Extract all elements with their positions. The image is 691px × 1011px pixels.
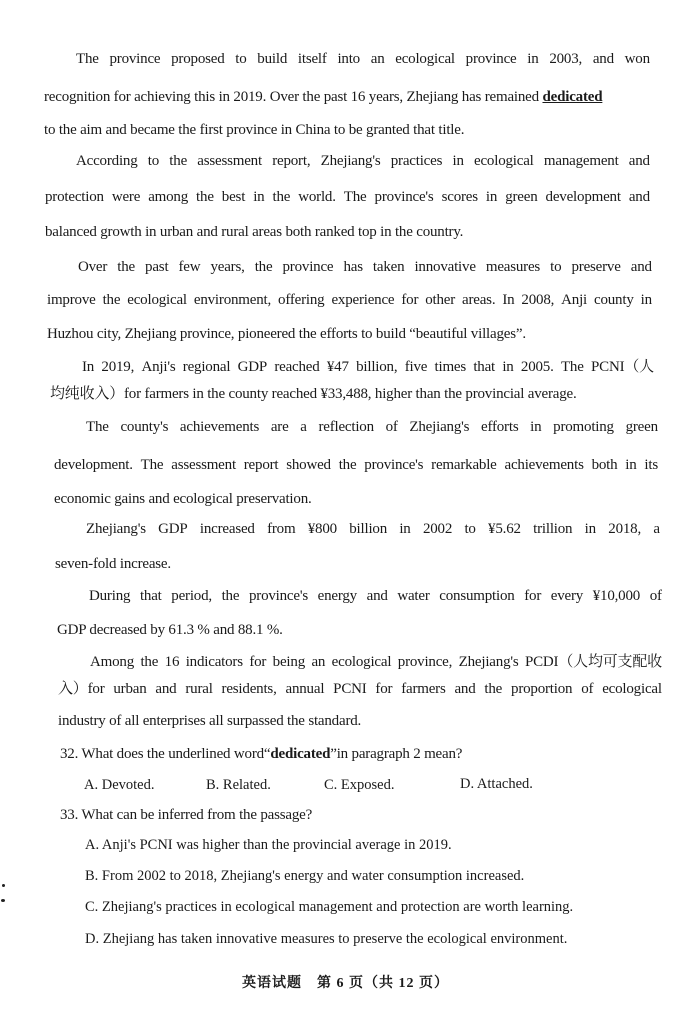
word: trillion [533, 521, 573, 537]
word: innovative [414, 259, 476, 275]
word: every [550, 588, 584, 604]
word: ¥5.62 [488, 521, 521, 537]
word: ¥10,000 [592, 588, 641, 604]
word: According [76, 153, 138, 169]
passage-p3-line1 [78, 258, 652, 276]
word: the [196, 189, 214, 205]
word: 2003, [549, 51, 583, 67]
word: Zhejiang's [458, 654, 519, 670]
word: and [366, 588, 388, 604]
word: Zhejiang's [86, 521, 146, 537]
word: proportion [511, 681, 573, 697]
scan-speck [1, 899, 5, 902]
passage-p3-line3: Huzhou city, Zhejiang province, pioneered the efforts to build “beautiful villages”. [47, 326, 526, 342]
word: in [530, 419, 542, 435]
word: PCNI [333, 681, 367, 697]
word: green [625, 419, 658, 435]
word: 2019, [101, 359, 135, 375]
word: itself [297, 51, 327, 67]
word: scores [441, 189, 478, 205]
word: preserve [571, 259, 621, 275]
question-33-option-b[interactable]: B. From 2002 to 2018, Zhejiang's energy and water consumption increased. [85, 868, 525, 884]
word: assessment [171, 457, 236, 473]
word: province's [364, 457, 424, 473]
word: province's [248, 588, 308, 604]
word: 2005. [520, 359, 554, 375]
word: reached [274, 359, 320, 375]
word: development [545, 189, 621, 205]
word: five [404, 359, 428, 375]
word: assessment [197, 153, 262, 169]
word: During [89, 588, 131, 604]
word: 入）for [58, 681, 105, 697]
word: are [270, 419, 289, 435]
word: in [625, 457, 637, 473]
word: billion, [356, 359, 398, 375]
word: 2002 [422, 521, 453, 537]
word: that [139, 588, 162, 604]
word: reflection [318, 419, 374, 435]
word: development. [54, 457, 133, 473]
word: ¥800 [307, 521, 337, 537]
word: residents, [221, 681, 277, 697]
word: province's [374, 189, 434, 205]
word: county [594, 292, 634, 308]
word: has [343, 259, 363, 275]
word: regional [182, 359, 231, 375]
word: being [272, 654, 305, 670]
word: the [221, 588, 240, 604]
word: in [527, 51, 539, 67]
word: of [581, 681, 594, 697]
passage-text: recognition for achieving this in 2019. Over the past 16 years, Zhejiang has remained [44, 89, 543, 105]
passage-p5-line2 [54, 456, 658, 474]
word: 2018, [608, 521, 642, 537]
word: to [464, 521, 476, 537]
word: GDP [237, 359, 268, 375]
word: into [337, 51, 360, 67]
word: and [592, 51, 614, 67]
word: for [375, 681, 393, 697]
word: in [485, 189, 498, 205]
word: province [109, 51, 161, 67]
passage-p2-line3: balanced growth in urban and rural areas both ranked top in the country. [45, 224, 464, 240]
passage-p1-line1 [76, 50, 650, 68]
word: achievements [179, 419, 260, 435]
word: the [254, 259, 273, 275]
page-footer: 英语试题 第 6 页（共 12 页） [242, 976, 449, 991]
word: The [140, 457, 164, 473]
word: report [243, 457, 279, 473]
word: areas. [462, 292, 496, 308]
word: practices [390, 153, 443, 169]
word: management [543, 153, 619, 169]
word: the [102, 292, 121, 308]
word: water [397, 588, 430, 604]
word: consumption [439, 588, 515, 604]
word: The [76, 51, 99, 67]
passage-p4-line1 [82, 358, 654, 376]
word: measures [485, 259, 541, 275]
word: world. [298, 189, 336, 205]
word: in [452, 153, 464, 169]
word: and [628, 189, 650, 205]
question-text: What can be inferred from the passage? [78, 807, 313, 823]
word: other [425, 292, 456, 308]
word: remarkable [431, 457, 497, 473]
question-32-option-c[interactable]: C. Exposed. [324, 777, 395, 793]
question-33-option-c[interactable]: C. Zhejiang's practices in ecological management and protection are worth learning. [85, 899, 574, 915]
word: ecological [602, 681, 662, 697]
word: the [117, 259, 135, 275]
word: ecological [127, 292, 187, 308]
word: Zhejiang's [320, 153, 381, 169]
passage-p1-line2 [44, 88, 650, 106]
word: indicators [185, 654, 243, 670]
passage-p2-line2 [45, 188, 650, 206]
word: province [465, 51, 517, 67]
question-32-stem [60, 745, 462, 763]
passage-p7-line1 [89, 587, 662, 605]
word: the [484, 681, 503, 697]
word: the [169, 153, 188, 169]
word: won [624, 51, 650, 67]
passage-p6-line1 [86, 520, 660, 538]
word: farmers [401, 681, 446, 697]
word: were [111, 189, 141, 205]
word: for [249, 654, 267, 670]
word: In [502, 292, 515, 308]
word: an [311, 654, 326, 670]
word: showed [286, 457, 331, 473]
word: period, [171, 588, 212, 604]
word: in [584, 521, 596, 537]
word: ¥47 [326, 359, 349, 375]
word: Among [90, 654, 135, 670]
word: to [550, 259, 562, 275]
word: and [454, 681, 476, 697]
word: PCNI（人 [591, 359, 654, 375]
word: PCDI（人均可支配收 [524, 654, 662, 670]
word: ecological [395, 51, 455, 67]
passage-p2-line1 [76, 152, 650, 170]
word: a [653, 521, 660, 537]
word: the [338, 457, 357, 473]
word: The [343, 189, 367, 205]
question-number: 33. [60, 807, 79, 823]
passage-p3-line2 [47, 291, 652, 309]
word: a [300, 419, 307, 435]
question-keyword: dedicated [270, 746, 331, 762]
word: experience [331, 292, 395, 308]
word: to [235, 51, 247, 67]
word: The [560, 359, 584, 375]
word: best [221, 189, 246, 205]
question-33-option-a[interactable]: A. Anji's PCNI was higher than the provincial average in 2019. [85, 837, 452, 853]
word: that [473, 359, 496, 375]
word: rural [185, 681, 213, 697]
question-33-option-d[interactable]: D. Zhejiang has taken innovative measures to preserve the ecological environment. [85, 931, 568, 947]
word: of [385, 419, 398, 435]
word: energy [317, 588, 357, 604]
word: to [147, 153, 160, 169]
word: GDP [158, 521, 188, 537]
word: The [86, 419, 109, 435]
word: improve [47, 292, 96, 308]
word: Zhejiang's [409, 419, 470, 435]
question-32-option-d[interactable]: D. Attached. [460, 776, 533, 792]
word: Over [78, 259, 108, 275]
word: achievements [504, 457, 584, 473]
word: ecological [474, 153, 534, 169]
word: from [267, 521, 296, 537]
word: years, [210, 259, 245, 275]
word: and [628, 153, 650, 169]
question-text: ”in paragraph 2 mean? [330, 746, 463, 762]
word: and [630, 259, 652, 275]
passage-p8-line3: industry of all enterprises all surpassed the standard. [58, 713, 362, 729]
question-32-option-a[interactable]: A. Devoted. [84, 777, 155, 793]
question-33-stem [60, 806, 312, 824]
question-text: What does the underlined word“ [78, 746, 271, 762]
word: few [178, 259, 201, 275]
word: urban [113, 681, 147, 697]
passage-p6-line2: seven-fold increase. [55, 556, 171, 572]
word: 16 [164, 654, 180, 670]
word: increased [199, 521, 255, 537]
word: report, [272, 153, 311, 169]
word: in [253, 189, 265, 205]
word: province [282, 259, 334, 275]
word: ecological [331, 654, 392, 670]
question-32-option-b[interactable]: B. Related. [206, 777, 271, 793]
word: the [272, 189, 291, 205]
passage-p7-line2: GDP decreased by 61.3 % and 88.1 %. [57, 622, 283, 638]
word: environment, [193, 292, 272, 308]
word: Anji's [141, 359, 176, 375]
word: province, [397, 654, 453, 670]
passage-p5-line3: economic gains and ecological preservation. [54, 491, 312, 507]
passage-p4-line2: 均纯收入）for farmers in the county reached ¥33,488, higher than the provincial average. [50, 386, 577, 402]
underlined-word-dedicated: dedicated [542, 89, 603, 105]
word: In [82, 359, 95, 375]
word: billion [349, 521, 388, 537]
word: promoting [553, 419, 614, 435]
word: both [591, 457, 618, 473]
passage-p1-line3: to the aim and became the first province in China to be granted that title. [44, 122, 465, 138]
question-number: 32. [60, 746, 79, 762]
word: among [148, 189, 189, 205]
word: annual [285, 681, 325, 697]
word: of [649, 588, 662, 604]
passage-p8-line2 [58, 680, 662, 698]
word: protection [45, 189, 104, 205]
word: for [401, 292, 419, 308]
word: taken [372, 259, 405, 275]
word: green [505, 189, 538, 205]
word: Anji [561, 292, 588, 308]
word: efforts [480, 419, 519, 435]
word: and [155, 681, 177, 697]
word: county's [120, 419, 169, 435]
word: an [370, 51, 385, 67]
word: in [399, 521, 411, 537]
word: past [145, 259, 169, 275]
scan-speck [2, 884, 5, 887]
word: its [644, 457, 658, 473]
word: in [640, 292, 652, 308]
word: in [502, 359, 514, 375]
word: the [140, 654, 159, 670]
word: times [434, 359, 467, 375]
word: proposed [171, 51, 225, 67]
word: offering [278, 292, 325, 308]
word: build [257, 51, 288, 67]
passage-p5-line1 [86, 418, 658, 436]
passage-p8-line1 [90, 653, 662, 671]
word: for [524, 588, 542, 604]
word: 2008, [521, 292, 555, 308]
